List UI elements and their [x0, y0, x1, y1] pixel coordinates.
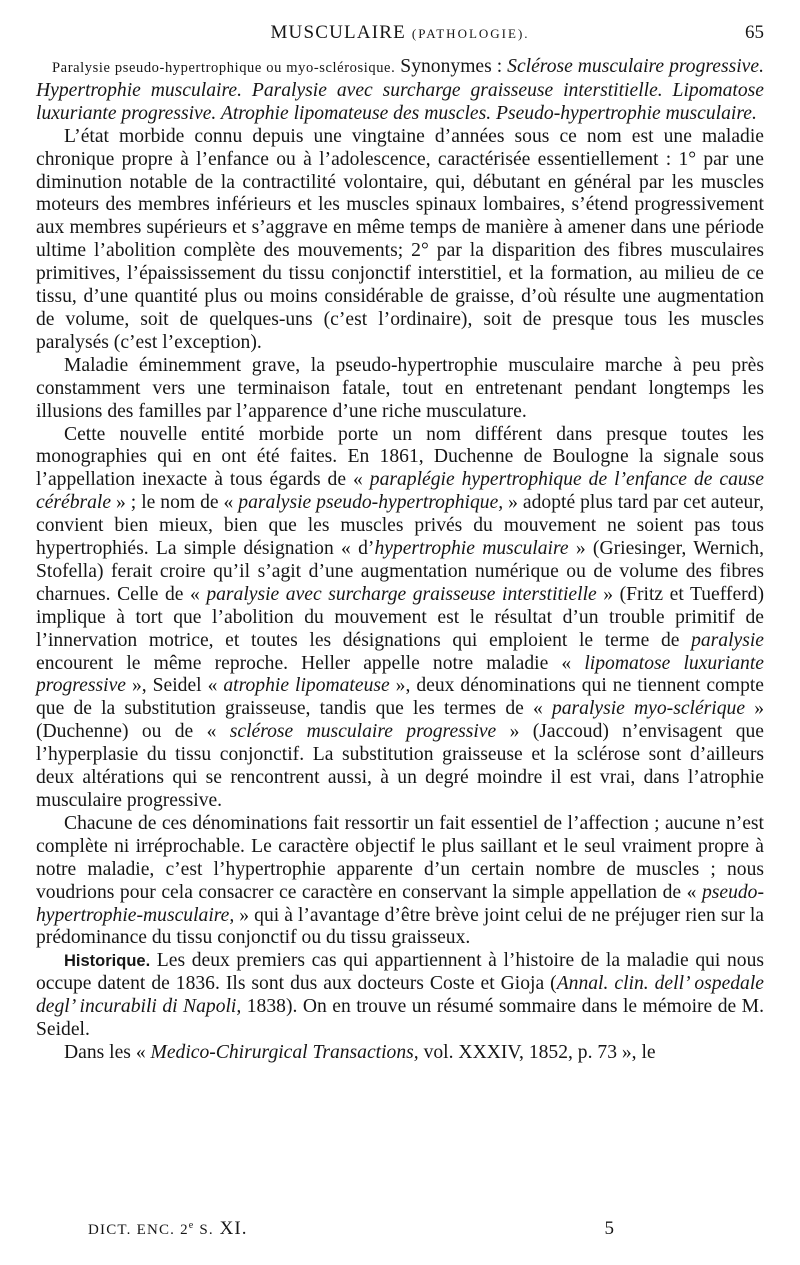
- text: » ; le nom de «: [111, 492, 239, 514]
- text: Chacune de ces dénominations fait ressortir un fait essentiel de l’affection ; aucune n’est complète ni irréprochable. Le caractère objectif le plus saillant et le seul vraiment propre à notre maladie, c’est l’hypertrophie apparente d’un certain nombre de muscles ; nous voudrions pour cela consacrer ce caractère en conservant la simple appellation de «: [36, 812, 764, 903]
- italic-term: atrophie lipomateuse: [223, 675, 390, 697]
- citation-title: Medico-Chirurgical Transactions,: [150, 1041, 419, 1063]
- italic-term: lipomatose luxuriante progressive: [36, 652, 764, 697]
- text: » (Griesinger, Wernich, Stofella) ferait croire qu’il s’agit d’une augmentation numérique ou de volume des fibres charnues. Celle de «: [36, 538, 764, 605]
- text: » adopté plus tard par cet auteur, convient bien mieux, bien que les muscles privés du mouvement ne soient pas tous hypertrophiés. La simple désignation « d’: [36, 492, 764, 560]
- sheet-number: 5: [604, 1218, 614, 1239]
- running-title: [36, 22, 764, 44]
- text: 1838). On en trouve un résumé sommaire dans le mémoire de M. Seidel.: [36, 996, 764, 1041]
- text: Maladie éminemment grave, la pseudo-hypertrophie musculaire marche à peu près constamment vers une terminaison fatale, tout en entretenant pendant longtemps les illusions des familles par l’apparence d’une riche musculature.: [36, 354, 764, 422]
- text: », Seidel «: [125, 675, 224, 697]
- running-header: [36, 22, 764, 48]
- text: » (Fritz et Tuefferd) implique à tort que l’abolition du mouvement est le résultat d’un trouble primitif de l’innervation motrice, et toutes les désignations qui emploient le terme de: [36, 583, 764, 651]
- italic-term: sclérose musculaire progressive: [229, 721, 497, 743]
- text: vol. XXXIV, 1852, p. 73 », le: [418, 1041, 656, 1063]
- italic-term: paraplégie hypertrophique de l’enfance de cause cérébrale: [36, 469, 764, 514]
- paragraph-gravity: [36, 355, 764, 424]
- paragraph-historique: [36, 950, 764, 1042]
- text: Cette nouvelle entité morbide porte un nom différent dans presque toutes les monographies qui en ont été faites. En 1861, Duchenne de Boulogne la signale sous l’appellation inexacte à tous égards de «: [36, 423, 764, 491]
- synonyms-list: Sclérose musculaire progressive. Hypertrophie musculaire. Paralysie avec surcharge graisseuse interstitielle. Lipomatose luxuriante progressive. Atrophie lipomateuse des muscles. Pseudo-hypertrophie musculaire.: [36, 56, 764, 124]
- text: Synonymes :: [395, 56, 508, 77]
- running-title-sub: (PATHOLOGIE).: [411, 26, 530, 41]
- text: encourent le même reproche. Heller appelle notre maladie «: [36, 652, 585, 674]
- paragraph-title-synonyms: [36, 56, 764, 126]
- italic-term: paralysie myo-sclérique: [551, 698, 746, 720]
- italic-term: hypertrophie musculaire: [374, 538, 569, 560]
- signature-series: S.: [194, 1222, 214, 1238]
- citation-title: Annal. clin. dell’ ospedale degl’ incurabili di Napoli,: [36, 973, 764, 1018]
- printer-signature: [88, 1218, 247, 1240]
- signature-superscript: e: [188, 1220, 195, 1231]
- italic-term: pseudo-hypertrophie-musculaire,: [36, 881, 764, 926]
- text: » (Jaccoud) n’envisagent que l’hyperplasie du tissu conjonctif. La substitution graisseuse et la sclérose sont d’ailleurs deux altérations qui se rencontrent aussi, à un degré moindre il est vrai, dans l’atrophie musculaire progressive.: [36, 721, 764, 811]
- text: Dans les «: [64, 1041, 151, 1063]
- italic-term: paralysie: [691, 629, 764, 651]
- text: » (Duchenne) ou de «: [36, 698, 764, 743]
- text: Les deux premiers cas qui appartiennent à l’histoire de la maladie qui nous occupe datent de 1836. Ils sont dus aux docteurs Coste et Gioja (: [36, 950, 764, 995]
- text: », deux dénominations qui ne tiennent compte que de la substitution graisseuse, tandis que les termes de «: [36, 675, 765, 720]
- italic-term: paralysie pseudo-hypertrophique,: [238, 492, 504, 514]
- article-body: [36, 56, 764, 1065]
- article-title: Paralysie pseudo-hypertrophique ou myo-sclérosique.: [52, 60, 396, 76]
- text: L’état morbide connu depuis une vingtaine d’années sous ce nom est une maladie chronique propre à l’enfance ou à l’adolescence, caractérisée essentiellement : 1° par une diminution notable de la contractilité volontaire, qui, débutant en général par les muscles moteurs des membres inférieurs et les muscles spinaux lombaires, s’étend progressivement aux membres supérieurs et s’aggrave en même temps de manière à amener dans une période ultime l’abolition complète des mouvements; 2° par la disparition des fibres musculaires primitives, l’épaississement du tissu conjonctif interstitiel, et la formation, au milieu de ce tissu, d’une quantité plus ou moins considérable de graisse, d’où résulte une augmentation de volume, soit de quelques-uns (c’est l’ordinaire), soit de presque tous les muscles paralysés (c’est l’exception).: [36, 125, 764, 353]
- paragraph-definition: [36, 126, 764, 355]
- paragraph-proposal: [36, 813, 764, 950]
- italic-term: paralysie avec surcharge graisseuse interstitielle: [206, 583, 597, 605]
- text: » qui à l’avantage d’être brève joint celui de ne préjuger rien sur la prédominance du tissu conjonctif ou du tissu graisseux.: [36, 904, 764, 949]
- page-footer: [88, 1218, 614, 1242]
- paragraph-medico-chirurgical: [36, 1042, 764, 1065]
- paragraph-nomenclature: [36, 424, 764, 813]
- page-number: 65: [745, 22, 764, 43]
- section-heading: Historique.: [64, 952, 151, 971]
- signature-text: DICT. ENC. 2: [88, 1222, 189, 1238]
- running-title-main: MUSCULAIRE: [270, 22, 406, 43]
- signature-volume: XI.: [213, 1218, 248, 1239]
